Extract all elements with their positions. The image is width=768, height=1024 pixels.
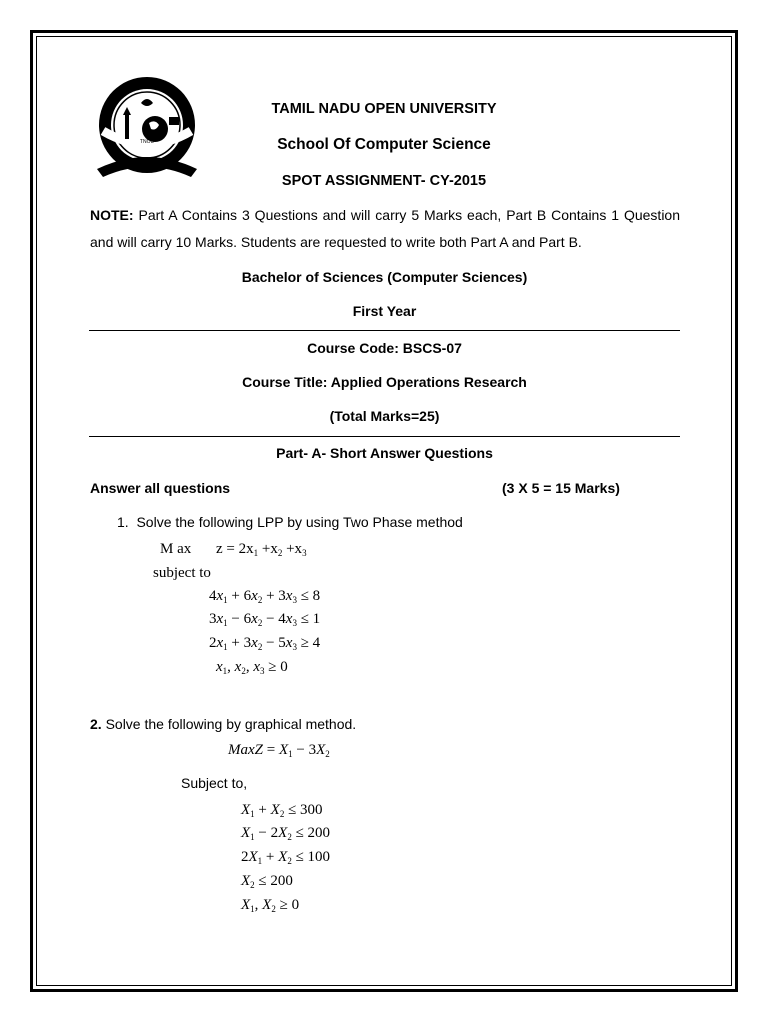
question-1 [117, 514, 463, 530]
question-2 [90, 716, 356, 732]
q2-subject-to: Subject to, [181, 775, 248, 791]
answer-all-instruction: Answer all questions [90, 480, 231, 496]
q2-constraint-2: $X_1 - 2X_2 \le 200$ [241, 825, 331, 842]
divider-top [89, 330, 680, 331]
part-a-marks: (3 X 5 = 15 Marks) [502, 480, 620, 496]
q1-objective: $z = 2x_1 +x_2 +x_3$ [216, 541, 307, 558]
q1-constraint-2: $3x_1 - 6x_2 - 4x_3 \le 1$ [209, 611, 321, 628]
part-a-heading: Part- A- Short Answer Questions [276, 445, 493, 461]
q2-constraint-1: $X_1 + X_2 \le 300$ [241, 802, 323, 819]
q2-constraint-4: $X_2 \le 200$ [241, 873, 293, 890]
q1-constraint-3: $2x_1 + 3x_2 - 5x_3 \ge 4$ [209, 635, 321, 652]
question-2-number: 2. [90, 716, 102, 732]
university-seal-logo [93, 73, 201, 185]
divider-bottom [89, 436, 680, 437]
q2-constraint-3: $2X_1 + X_2 \le 100$ [241, 849, 331, 866]
q2-objective: MaxZ = $X_1 - 3X_2$ [228, 742, 330, 759]
q1-objective-label: M ax [160, 541, 192, 557]
year-title: First Year [352, 303, 417, 319]
note-text: Part A Contains 3 Questions and will carry 5 Marks each, Part B Contains 1 Question and will carry 10 Marks. Students are requested to write both Part A and Part B. [90, 207, 680, 250]
total-marks: (Total Marks=25) [329, 408, 440, 424]
school-name: School Of Computer Science [277, 136, 491, 153]
q1-constraint-1: $4x_1 + 6x_2 + 3x_3 \le 8$ [209, 588, 321, 605]
question-1-number: 1. [117, 514, 129, 530]
q2-constraint-5: $X_1$, $X_2 \ge 0$ [241, 897, 300, 914]
note-label: NOTE: [90, 207, 134, 223]
university-name: TAMIL NADU OPEN UNIVERSITY [271, 101, 497, 117]
q1-constraint-4: $x_1$, $x_2$, $x_3 \ge 0$ [216, 659, 288, 676]
course-code: Course Code: BSCS-07 [307, 340, 462, 356]
question-2-text: Solve the following by graphical method. [101, 716, 357, 732]
assignment-title: SPOT ASSIGNMENT- CY-2015 [281, 173, 487, 189]
note-paragraph [90, 202, 680, 256]
logo-text: TNOU [139, 139, 155, 145]
question-1-text: Solve the following LPP by using Two Phase method [136, 514, 463, 530]
q1-subject-to: subject to [153, 565, 211, 581]
degree-title: Bachelor of Sciences (Computer Sciences) [241, 269, 528, 285]
course-title: Course Title: Applied Operations Research [242, 374, 527, 390]
